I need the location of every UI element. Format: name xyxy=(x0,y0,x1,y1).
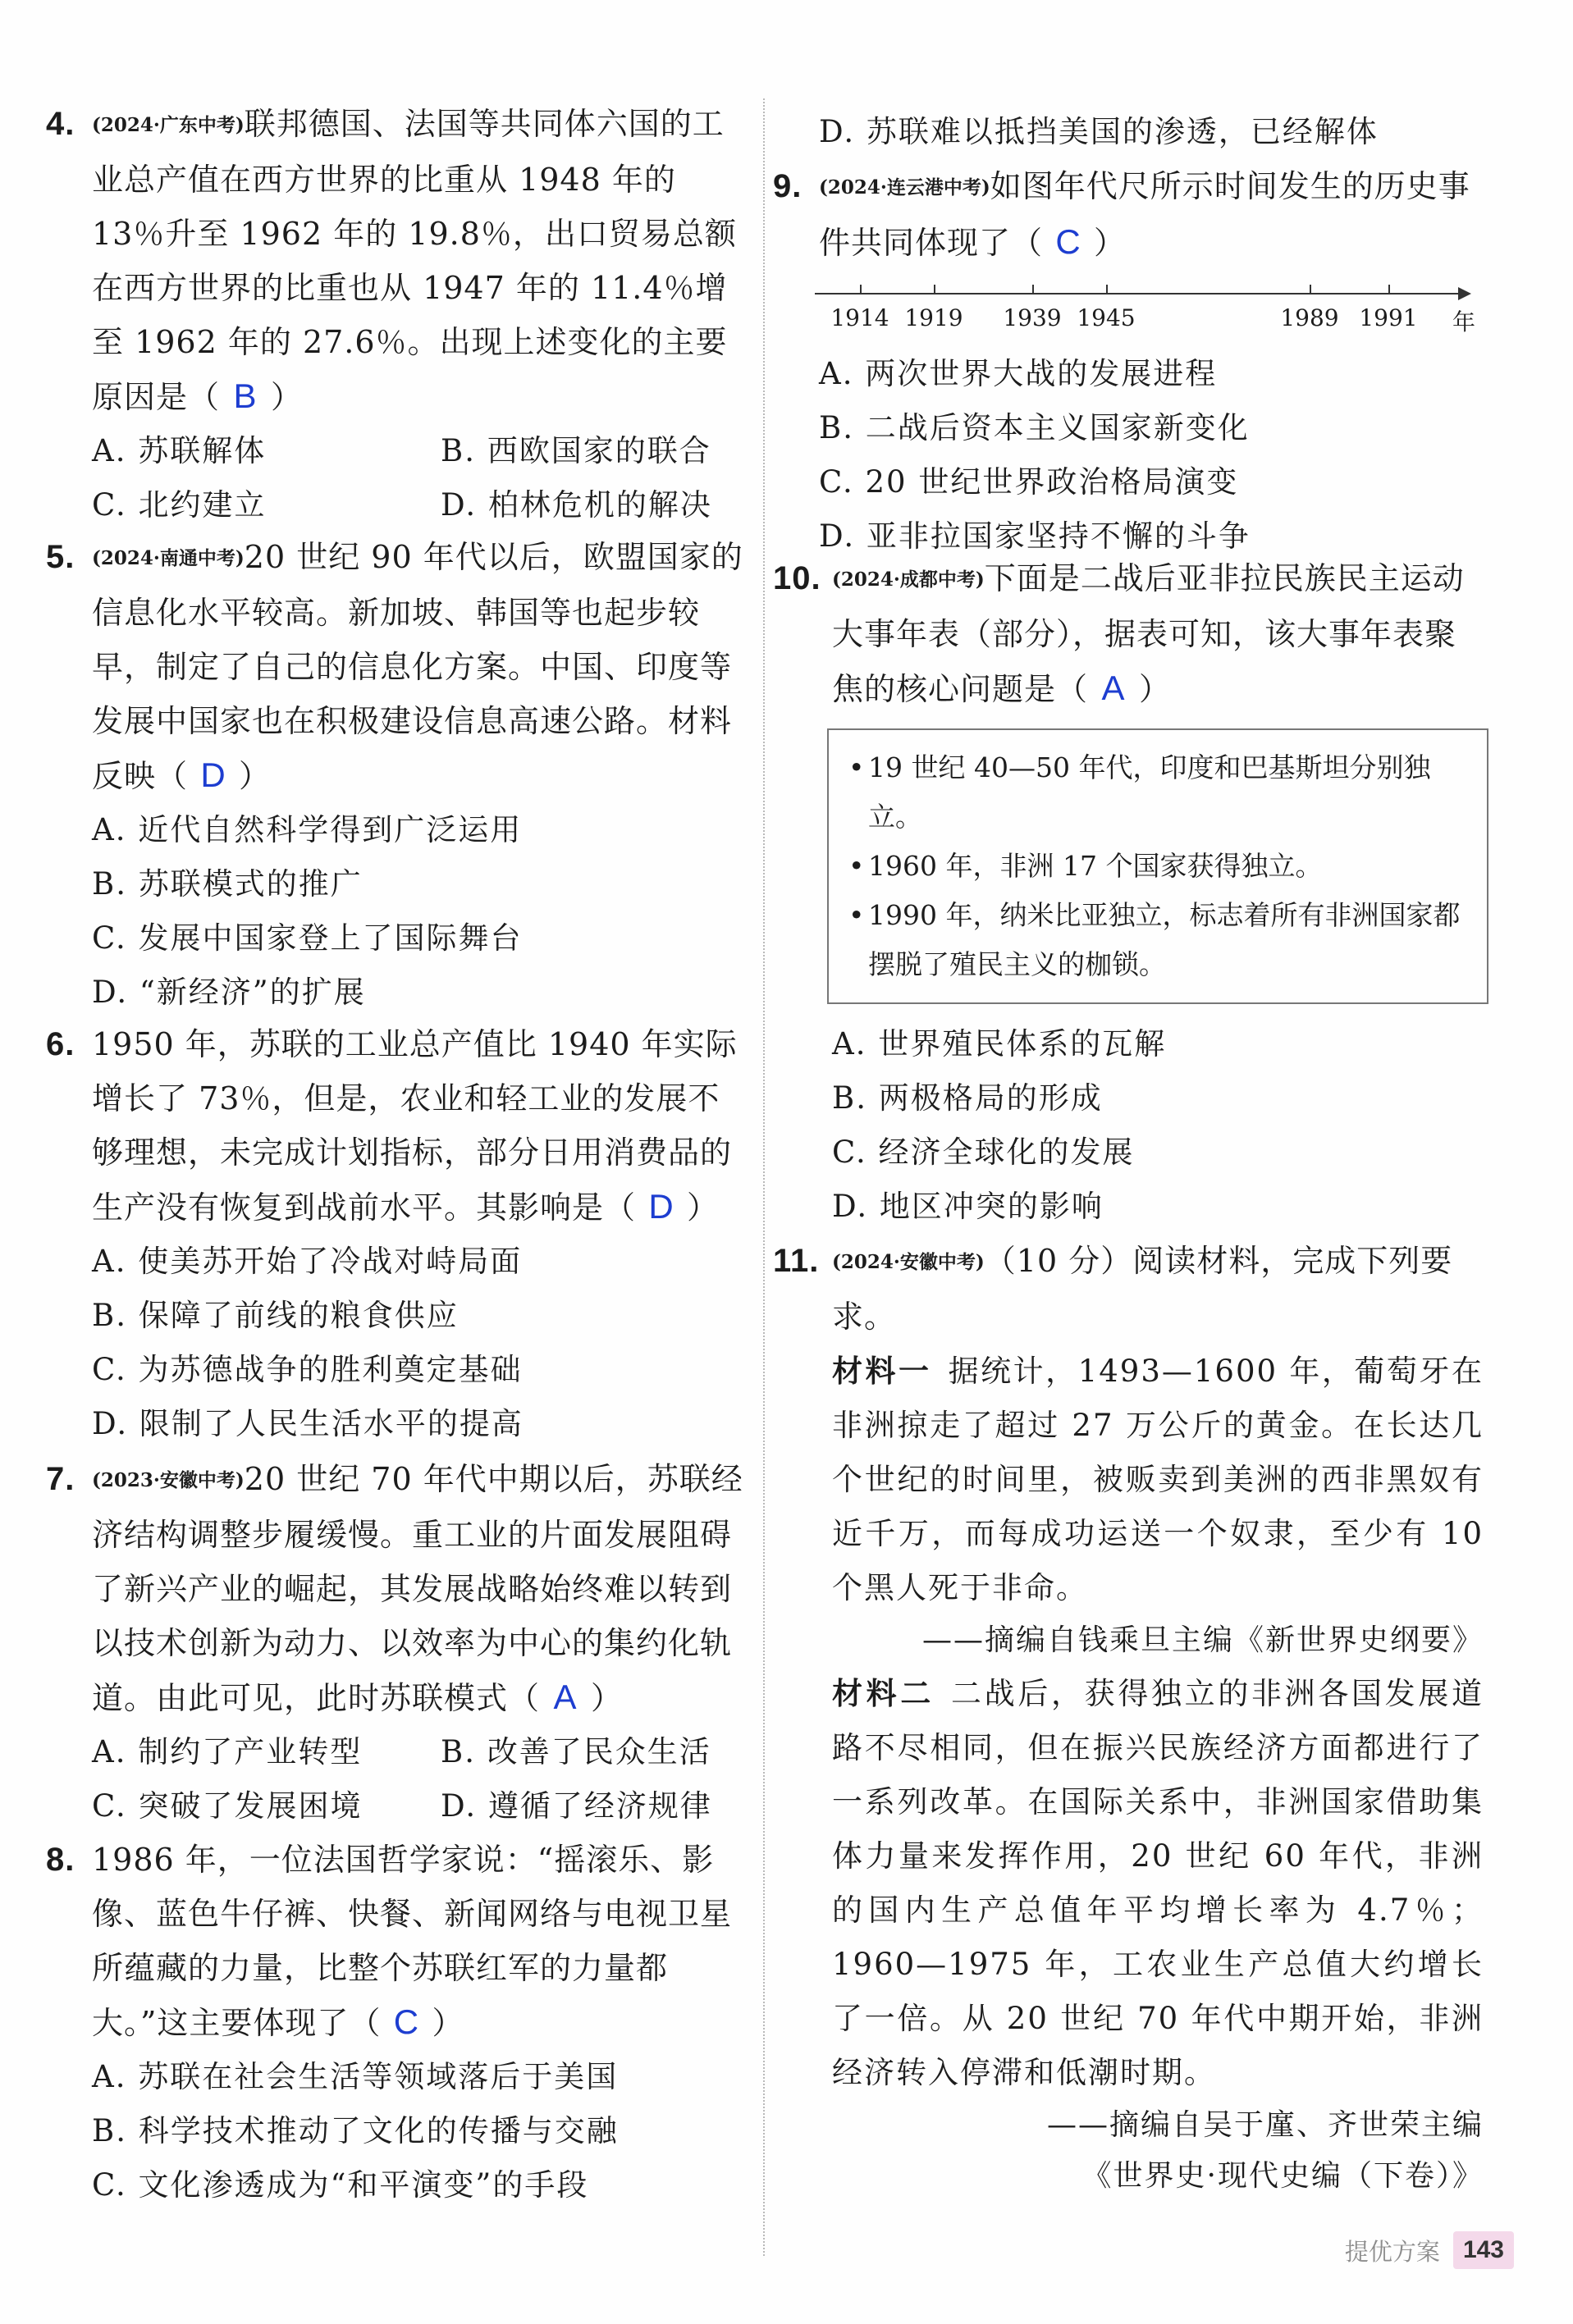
book-series-label: 提优方案 xyxy=(1344,2239,1440,2266)
question-6: 6. 1950 年，苏联的工业总产值比 1940 年实际增长了 73％，但是，农业和轻工业的发展不够理想，未完成计划指标，部分日用消费品的生产没有恢复到战前水平。其影响是（ D ） A. 使美苏开始了冷战对峙局面 B. 保障了前线的粮食供应 C. 为苏德战争的胜利奠定基础 D. 限制了人民生活水平的提高 xyxy=(51,1017,748,1451)
question-4: 4. (2024·广东中考)联邦德国、法国等共同体六国的工业总产值在西方世界的比重从 1948 年的 13％升至 1962 年的 19.8％，出口贸易总额在西方世界的比重也从 1947 年的 11.4％增至 1962 年的 27.6％。出现上述变化的主要原因是（ B ） A. 苏联解体 B. 西欧国家的联合 C. 北约建立 D. 柏林危机的解决 xyxy=(51,97,748,532)
timeline-year: 1919 xyxy=(904,304,963,331)
option-b: B. 西欧国家的联合 xyxy=(441,433,711,468)
option-d: D. 限制了人民生活水平的提高 xyxy=(92,1406,524,1441)
option-a: A. 世界殖民体系的瓦解 xyxy=(832,1026,1167,1062)
question-stem: 1950 年，苏联的工业总产值比 1940 年实际增长了 73％，但是，农业和轻工业的发展不够理想，未完成计划指标，部分日用消费品的生产没有恢复到战前水平。其影响是（ xyxy=(92,1026,738,1226)
question-stem: 20 世纪 90 年代以后，欧盟国家的信息化水平较高。新加坡、韩国等也起步较早，制定了自己的信息化方案。中国、印度等发展中国家也在积极建设信息高速公路。材料反映（ xyxy=(92,539,743,794)
question-number: 8. xyxy=(46,1842,75,1878)
material-one xyxy=(778,1344,1484,1615)
option-c: C. 20 世纪世界政治格局演变 xyxy=(819,464,1239,500)
question-10: 10. (2024·成都中考)下面是二战后亚非拉民族民主运动大事年表（部分），据表可知，该大事年表聚焦的核心问题是（ A ） xyxy=(778,551,1484,716)
option-b: B. 两极格局的形成 xyxy=(832,1080,1103,1116)
option-c: C. 文化渗透成为“和平演变”的手段 xyxy=(92,2167,589,2203)
option-b: B. 改善了民众生活 xyxy=(441,1734,711,1769)
timeline-tick xyxy=(1310,285,1311,294)
material-source: ——摘编自吴于廑、齐世荣主编 xyxy=(1046,2108,1484,2142)
answer-mark: D xyxy=(200,756,226,794)
page-footer xyxy=(1345,2231,1514,2269)
chronology-box xyxy=(827,728,1488,1004)
answer-mark: D xyxy=(648,1187,674,1226)
question-10-options xyxy=(778,1017,1484,1234)
question-8-option-d-continued xyxy=(778,105,1484,159)
option-c: C. 突破了发展困境 xyxy=(92,1788,363,1824)
option-b: B. 保障了前线的粮食供应 xyxy=(92,1298,459,1333)
chronology-item: • 1960 年，非洲 17 个国家获得独立。 xyxy=(848,842,1470,891)
column-divider xyxy=(763,98,765,2256)
question-11 xyxy=(773,1234,1484,2202)
question-stem: 如图年代尺所示时间发生的历史事件共同体现了（ xyxy=(819,168,1470,261)
option-a: A. 近代自然科学得到广泛运用 xyxy=(92,812,523,847)
option-d: D. 地区冲突的影响 xyxy=(832,1189,1104,1224)
option-d: D. 亚非拉国家坚持不懈的斗争 xyxy=(819,518,1251,554)
question-stem: 联邦德国、法国等共同体六国的工业总产值在西方世界的比重从 1948 年的 13％升至 1962 年的 19.8％，出口贸易总额在西方世界的比重也从 1947 年的 11.4％增至 1962 年的 27.6％。出现上述变化的主要原因是（ xyxy=(92,106,737,415)
timeline-axis xyxy=(815,293,1463,294)
question-7: 7. (2023·安徽中考)20 世纪 70 年代中期以后，苏联经济结构调整步履缓慢。重工业的片面发展阻碍了新兴产业的崛起，其发展战略始终难以转到以技术创新为动力、以效率为中心的集约化轨道。由此可见，此时苏联模式（ A ） A. 制约了产业转型 B. 改善了民众生活 C. 突破了发展困境 D. 遵循了经济规律 xyxy=(51,1452,748,1833)
option-a: A. 制约了产业转型 xyxy=(92,1734,363,1769)
option-b: B. 二战后资本主义国家新变化 xyxy=(819,410,1250,445)
source-tag: (2024·连云港中考) xyxy=(819,176,990,199)
source-tag: (2024·安徽中考) xyxy=(832,1251,985,1273)
question-stem: 下面是二战后亚非拉民族民主运动大事年表（部分），据表可知，该大事年表聚焦的核心问题是（ xyxy=(832,560,1465,707)
question-number: 11. xyxy=(773,1243,820,1279)
option-d: D. 柏林危机的解决 xyxy=(441,487,712,523)
timeline-arrow-icon xyxy=(1458,287,1471,300)
question-number: 9. xyxy=(773,168,803,204)
option-c: C. 为苏德战争的胜利奠定基础 xyxy=(92,1352,523,1387)
question-number: 5. xyxy=(46,539,75,575)
option-c: C. 经济全球化的发展 xyxy=(832,1135,1135,1170)
question-9: 9. (2024·连云港中考)如图年代尺所示时间发生的历史事件共同体现了（ C ） 1914 1919 1939 1945 1989 1991 年 A. 两次世界大战的发展进程 B. 二战后资本主义国家新变化 C. 20 世纪世界政治格局演变 D. 亚非拉国家坚持不懈的斗争 xyxy=(778,159,1484,564)
answer-mark: C xyxy=(393,2002,420,2041)
question-number: 10. xyxy=(773,560,821,596)
material-text: 二战后，获得独立的非洲各国发展道路不尽相同，但在振兴民族经济方面都进行了一系列改革。在国际关系中，非洲国家借助集体力量来发挥作用，20 世纪 60 年代，非洲的国内生产总值年平均增长率为 4.7％；1960—1975 年，工农业生产总值大约增长了一倍。从 20 世纪 70 年代中期开始，非洲经济转入停滞和低潮时期。 xyxy=(832,1676,1484,2090)
timeline-year: 1989 xyxy=(1280,304,1339,331)
answer-mark: A xyxy=(553,1678,578,1716)
option-a: A. 使美苏开始了冷战对峙局面 xyxy=(92,1244,523,1279)
option-a: A. 两次世界大战的发展进程 xyxy=(819,356,1218,391)
option-b: B. 科学技术推动了文化的传播与交融 xyxy=(92,2113,619,2148)
source-tag: (2024·广东中考) xyxy=(92,114,245,136)
question-number: 4. xyxy=(46,106,75,142)
material-source: 《世界史·现代史编（下卷）》 xyxy=(1081,2159,1484,2193)
timeline-tick xyxy=(1106,285,1108,294)
option-d: D. 遵循了经济规律 xyxy=(441,1788,712,1824)
timeline-unit: 年 xyxy=(1452,308,1476,336)
source-tag: (2023·安徽中考) xyxy=(92,1469,245,1491)
timeline-year: 1991 xyxy=(1359,304,1418,331)
option-c: C. 发展中国家登上了国际舞台 xyxy=(92,920,523,956)
question-number: 7. xyxy=(46,1461,75,1497)
timeline-tick xyxy=(860,285,862,294)
question-5: 5. (2024·南通中考)20 世纪 90 年代以后，欧盟国家的信息化水平较高。新加坡、韩国等也起步较早，制定了自己的信息化方案。中国、印度等发展中国家也在积极建设信息高速公路。材料反映（ D ） A. 近代自然科学得到广泛运用 B. 苏联模式的推广 C. 发展中国家登上了国际舞台 D. “新经济”的扩展 xyxy=(51,530,748,1020)
option-a: A. 苏联在社会生活等领域落后于美国 xyxy=(92,2059,619,2094)
question-stem: 1986 年，一位法国哲学家说：“摇滚乐、影像、蓝色牛仔裤、快餐、新闻网络与电视卫星所蕴藏的力量，比整个苏联红军的力量都大。”这主要体现了（ xyxy=(92,1842,733,2041)
question-8: 8. 1986 年，一位法国哲学家说：“摇滚乐、影像、蓝色牛仔裤、快餐、新闻网络与电视卫星所蕴藏的力量，比整个苏联红军的力量都大。”这主要体现了（ C ） A. 苏联在社会生活等领域落后于美国 B. 科学技术推动了文化的传播与交融 C. 文化渗透成为“和平演变”的手段 xyxy=(51,1833,748,2212)
material-label: 材料二 xyxy=(832,1675,935,1711)
option-d: D. “新经济”的扩展 xyxy=(92,975,366,1010)
option-b: B. 苏联模式的推广 xyxy=(92,866,363,902)
option-d: D. 苏联难以抵挡美国的渗透，已经解体 xyxy=(819,114,1379,149)
timeline-tick xyxy=(934,285,935,294)
question-stem: （10 分）阅读材料，完成下列要求。 xyxy=(832,1243,1453,1335)
chronology-item: • 19 世纪 40—50 年代，印度和巴基斯坦分别独立。 xyxy=(848,743,1470,842)
material-label: 材料一 xyxy=(832,1353,932,1389)
timeline-year: 1939 xyxy=(1003,304,1062,331)
timeline-year: 1914 xyxy=(830,304,889,331)
timeline-tick xyxy=(1032,285,1034,294)
material-two xyxy=(778,1666,1484,2100)
answer-mark: A xyxy=(1101,669,1126,707)
page-number: 143 xyxy=(1453,2231,1514,2269)
material-text: 据统计，1493—1600 年，葡萄牙在非洲掠走了超过 27 万公斤的黄金。在长达几个世纪的时间里，被贩卖到美洲的西非黑奴有近千万，而每成功运送一个奴隶，至少有 10 个黑人死于非命。 xyxy=(832,1354,1484,1605)
source-tag: (2024·成都中考) xyxy=(832,568,985,591)
timeline-tick xyxy=(1388,285,1390,294)
answer-mark: C xyxy=(1055,222,1081,261)
question-number: 6. xyxy=(46,1026,75,1062)
chronology-item: • 1990 年，纳米比亚独立，标志着所有非洲国家都摆脱了殖民主义的枷锁。 xyxy=(848,891,1470,989)
timeline-year: 1945 xyxy=(1077,304,1136,331)
source-tag: (2024·南通中考) xyxy=(92,547,245,569)
question-stem: 20 世纪 70 年代中期以后，苏联经济结构调整步履缓慢。重工业的片面发展阻碍了新兴产业的崛起，其发展战略始终难以转到以技术创新为动力、以效率为中心的集约化轨道。由此可见，此时苏联模式（ xyxy=(92,1461,743,1716)
year-timeline xyxy=(778,275,1484,347)
material-source: ——摘编自钱乘旦主编《新世界史纲要》 xyxy=(921,1623,1484,1657)
option-c: C. 北约建立 xyxy=(92,487,267,523)
answer-mark: B xyxy=(233,377,258,415)
option-a: A. 苏联解体 xyxy=(92,433,267,468)
